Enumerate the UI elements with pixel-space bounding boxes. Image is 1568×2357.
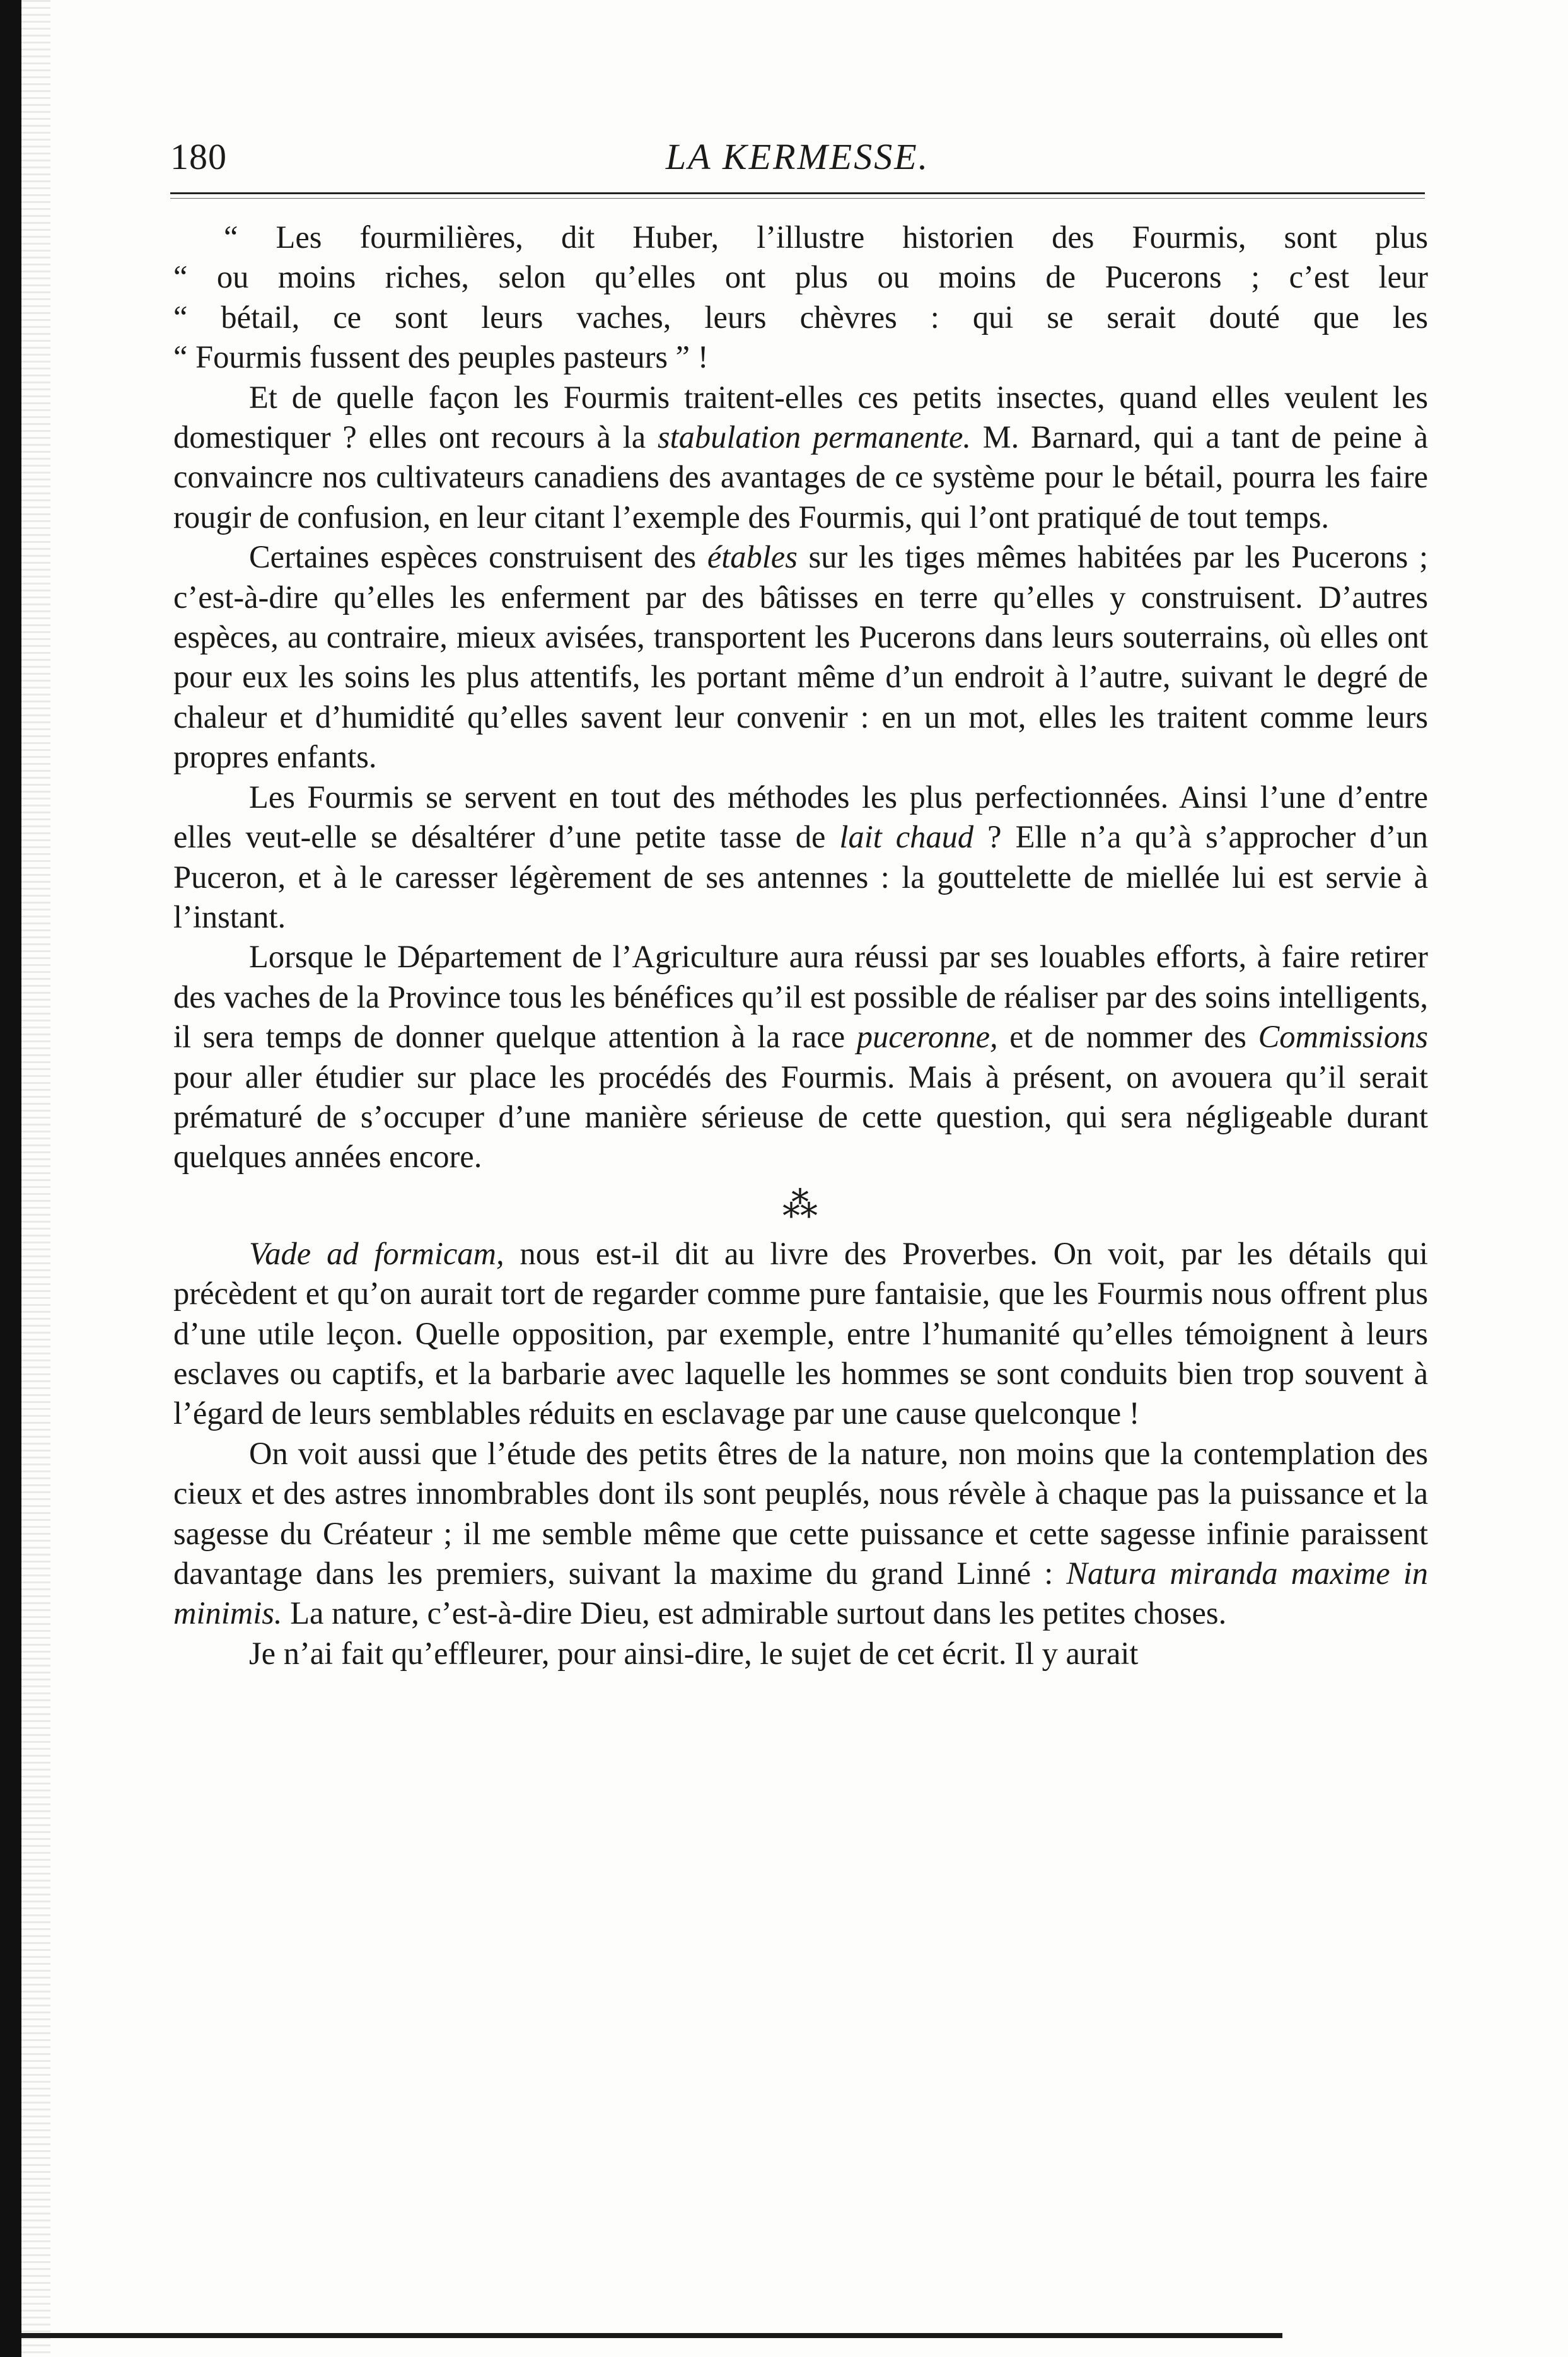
quote-paragraph (173, 218, 1428, 378)
text-run: et de nommer des (997, 1019, 1258, 1055)
binding-edge (0, 0, 21, 2357)
text-run: Je n’ai fait qu’effleurer, pour ainsi-dire, le sujet de cet écrit. Il y aurait (249, 1635, 1139, 1671)
bottom-edge (21, 2333, 1282, 2338)
paragraph-etables (173, 537, 1428, 777)
page-header (170, 136, 1425, 186)
italic-run: Commissions (1258, 1019, 1428, 1055)
asterism-divider (173, 1177, 1428, 1234)
paragraph-final (173, 1634, 1428, 1673)
quote-line: “ Les fourmilières, dit Huber, l’illustre historien des Fourmis, sont plus (224, 219, 1428, 255)
italic-run: stabulation permanente. (657, 419, 971, 455)
paragraph-createur (173, 1434, 1428, 1634)
text-run: ? Elle n’a qu’à s’approcher d’un Puceron, et à le caresser légèrement de ses antennes : la gouttelette de miellée lui est servie à l’instant. (173, 819, 1428, 934)
header-rule-thin (170, 198, 1425, 199)
text-run: M. Barnard, qui a tant de peine à convaincre nos cultivateurs canadiens des avantages de ce système pour le bétail, pourra les faire rougir de confusion, en leur citant l’exemple des Fourmis, qui l’ont pratiqué de tout temps. (173, 419, 1428, 535)
binding-gutter (21, 0, 50, 2357)
italic-run: lait chaud (839, 819, 974, 855)
paragraph-vade (173, 1234, 1428, 1434)
asterism-glyph: ⁂ (782, 1185, 819, 1225)
quote-line: “ bétail, ce sont leurs vaches, leurs chèvres : qui se serait douté que les (173, 299, 1428, 335)
paragraph-departement (173, 937, 1428, 1177)
text-run: On voit aussi que l’étude des petits êtres de la nature, non moins que la contemplation des cieux et des astres innombrables dont ils sont peuplés, nous révèle à chaque pas la puissance et la sagesse du Créateur ; il me semble même que cette puissance et cette sagesse infinie paraissent davantage dans les premiers, suivant la maxime du grand Linné : (173, 1435, 1428, 1591)
italic-run: puceronne, (856, 1019, 998, 1055)
text-run: Les Fourmis se servent en tout des méthodes les plus perfectionnées. Ainsi l’une d’entre elles veut-elle se désaltérer d’une petite tasse de (173, 779, 1428, 855)
italic-run: Vade ad formicam, (249, 1235, 504, 1271)
text-run: pour aller étudier sur place les procédés des Fourmis. Mais à présent, on avouera qu’il serait prématuré de s’occuper d’une manière sérieuse de cette question, qui sera négligeable durant quelques années encore. (173, 1059, 1428, 1175)
italic-run: étables (707, 539, 798, 575)
quote-line: “ ou moins riches, selon qu’elles ont plus ou moins de Pucerons ; c’est leur (173, 259, 1428, 295)
italic-run: Natura miranda maxime in minimis. (173, 1556, 1428, 1631)
header-rule (170, 192, 1425, 194)
text-run: sur les tiges mêmes habitées par les Pucerons ; c’est-à-dire qu’elles les enferment par des bâtisses en terre qu’elles y construisent. D’autres espèces, au contraire, mieux avisées, transportent les Pucerons dans leurs souterrains, où elles ont pour eux les soins les plus attentifs, les portant même d’un endroit à l’autre, suivant le degré de chaleur et d’humidité qu’elles savent leur convenir : en un mot, elles les traitent comme leurs propres enfants. (173, 539, 1428, 775)
text-run: Et de quelle façon les Fourmis traitent-elles ces petits insectes, quand elles veulent les domestiquer ? elles ont recours à la (173, 379, 1428, 455)
text-run: Certaines espèces construisent des (249, 539, 707, 575)
text-run: Lorsque le Département de l’Agriculture aura réussi par ses louables efforts, à faire retirer des vaches de la Province tous les bénéfices qu’il est possible de réaliser par des soins intelligents, il sera temps de donner quelque attention à la race (173, 939, 1428, 1055)
page-number: 180 (170, 136, 227, 177)
quote-line: “ Fourmis fussent des peuples pasteurs ” ! (173, 339, 709, 375)
body-text (173, 218, 1428, 1673)
text-run: nous est-il dit au livre des Proverbes. On voit, par les détails qui précèdent et qu’on aurait tort de regarder comme pure fantaisie, que les Fourmis nous offrent plus d’une utile leçon. Quelle opposition, par exemple, entre l’humanité qu’elles témoignent à leurs esclaves ou captifs, et la barbarie avec laquelle les hommes se sont conduits bien trop souvent à l’égard de leurs semblables réduits en esclavage par une cause quelconque ! (173, 1235, 1428, 1431)
paragraph-stabulation (173, 378, 1428, 538)
running-title: LA KERMESSE. (665, 136, 930, 177)
text-run: La nature, c’est-à-dire Dieu, est admirable surtout dans les petites choses. (282, 1595, 1227, 1631)
paragraph-methodes (173, 777, 1428, 938)
